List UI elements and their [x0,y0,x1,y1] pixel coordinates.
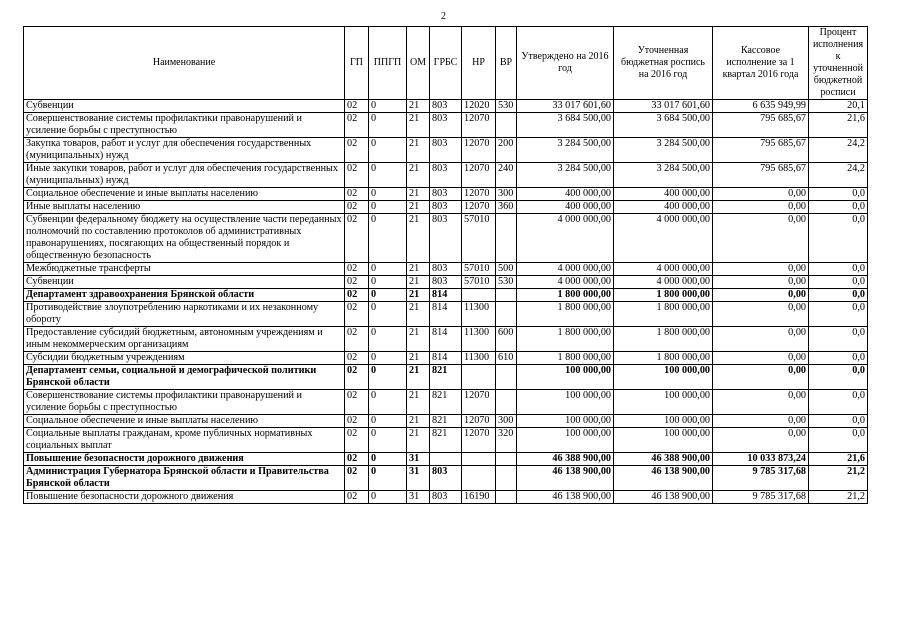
cell-om: 21 [407,100,430,113]
cell-refined: 3 684 500,00 [614,113,713,138]
cell-name: Межбюджетные трансферты [24,263,345,276]
header-row [24,27,868,100]
page-number: 2 [441,11,446,22]
cell-grbs: 803 [430,491,462,504]
cell-om: 21 [407,352,430,365]
header-approved: Утверждено на 2016 год [517,27,614,100]
cell-approved: 400 000,00 [517,201,614,214]
cell-om: 21 [407,188,430,201]
cell-ppgp: 0 [369,289,407,302]
cell-nr: 57010 [462,263,496,276]
table-row [24,289,868,302]
cell-percent: 21,6 [809,113,868,138]
cell-approved: 4 000 000,00 [517,276,614,289]
cell-ppgp: 0 [369,276,407,289]
cell-grbs: 803 [430,466,462,491]
cell-name: Противодействие злоупотреблению наркотиками и их незаконному обороту [24,302,345,327]
cell-vr [496,491,517,504]
cell-refined: 100 000,00 [614,415,713,428]
cell-percent: 0,0 [809,390,868,415]
table-row [24,214,868,263]
cell-ppgp: 0 [369,263,407,276]
cell-refined: 3 284 500,00 [614,138,713,163]
cell-name: Предоставление субсидий бюджетным, автономным учреждениям и иным некоммерческим организациям [24,327,345,352]
cell-cash: 0,00 [713,289,809,302]
cell-vr: 200 [496,138,517,163]
cell-gp: 02 [345,415,369,428]
cell-ppgp: 0 [369,138,407,163]
cell-refined: 400 000,00 [614,188,713,201]
cell-nr: 16190 [462,491,496,504]
table-row [24,352,868,365]
cell-cash: 0,00 [713,201,809,214]
cell-cash: 0,00 [713,302,809,327]
cell-cash: 6 635 949,99 [713,100,809,113]
cell-percent: 0,0 [809,289,868,302]
cell-nr: 57010 [462,214,496,263]
header-cash: Кассовое исполнение за 1 квартал 2016 года [713,27,809,100]
cell-percent: 24,2 [809,163,868,188]
cell-refined: 33 017 601,60 [614,100,713,113]
cell-refined: 100 000,00 [614,428,713,453]
cell-name: Закупка товаров, работ и услуг для обеспечения государственных (муниципальных) нужд [24,138,345,163]
cell-cash: 0,00 [713,415,809,428]
cell-gp: 02 [345,276,369,289]
cell-name: Департамент семьи, социальной и демографической политики Брянской области [24,365,345,390]
cell-vr: 530 [496,276,517,289]
cell-name: Социальные выплаты гражданам, кроме публичных нормативных социальных выплат [24,428,345,453]
cell-gp: 02 [345,302,369,327]
header-om: ОМ [407,27,430,100]
cell-gp: 02 [345,453,369,466]
cell-nr: 12070 [462,163,496,188]
cell-gp: 02 [345,163,369,188]
cell-cash: 0,00 [713,428,809,453]
cell-approved: 100 000,00 [517,428,614,453]
header-gp: ГП [345,27,369,100]
cell-name: Администрация Губернатора Брянской области и Правительства Брянской области [24,466,345,491]
cell-vr [496,289,517,302]
cell-refined: 46 388 900,00 [614,453,713,466]
cell-approved: 100 000,00 [517,390,614,415]
cell-ppgp: 0 [369,302,407,327]
cell-grbs: 821 [430,415,462,428]
cell-name: Иные выплаты населению [24,201,345,214]
cell-om: 21 [407,415,430,428]
cell-grbs: 814 [430,352,462,365]
cell-nr [462,365,496,390]
cell-grbs: 803 [430,138,462,163]
cell-vr: 240 [496,163,517,188]
cell-grbs: 803 [430,113,462,138]
header-percent: Процент исполнения к уточненной бюджетной росписи [809,27,868,100]
cell-approved: 3 284 500,00 [517,163,614,188]
cell-vr [496,390,517,415]
cell-approved: 46 138 900,00 [517,466,614,491]
cell-nr [462,289,496,302]
table-row [24,466,868,491]
cell-approved: 400 000,00 [517,188,614,201]
cell-name: Повышение безопасности дорожного движения [24,491,345,504]
cell-gp: 02 [345,428,369,453]
cell-nr: 12070 [462,188,496,201]
header-nr: НР [462,27,496,100]
cell-om: 21 [407,302,430,327]
cell-gp: 02 [345,365,369,390]
cell-ppgp: 0 [369,466,407,491]
cell-ppgp: 0 [369,100,407,113]
cell-cash: 0,00 [713,327,809,352]
cell-percent: 0,0 [809,428,868,453]
cell-vr: 320 [496,428,517,453]
cell-ppgp: 0 [369,491,407,504]
table-row [24,201,868,214]
cell-gp: 02 [345,201,369,214]
cell-ppgp: 0 [369,113,407,138]
header-name: Наименование [24,27,345,100]
cell-cash: 0,00 [713,188,809,201]
cell-om: 21 [407,390,430,415]
cell-refined: 1 800 000,00 [614,289,713,302]
cell-refined: 46 138 900,00 [614,491,713,504]
cell-refined: 46 138 900,00 [614,466,713,491]
cell-om: 31 [407,466,430,491]
cell-gp: 02 [345,466,369,491]
cell-cash: 0,00 [713,352,809,365]
cell-nr: 12070 [462,138,496,163]
cell-ppgp: 0 [369,428,407,453]
cell-refined: 4 000 000,00 [614,276,713,289]
cell-approved: 1 800 000,00 [517,289,614,302]
cell-refined: 1 800 000,00 [614,302,713,327]
cell-gp: 02 [345,188,369,201]
cell-approved: 1 800 000,00 [517,352,614,365]
cell-name: Социальное обеспечение и иные выплаты населению [24,188,345,201]
cell-name: Совершенствование системы профилактики правонарушений и усиление борьбы с преступностью [24,390,345,415]
cell-nr: 12070 [462,201,496,214]
cell-cash: 795 685,67 [713,138,809,163]
cell-ppgp: 0 [369,188,407,201]
cell-approved: 4 000 000,00 [517,214,614,263]
cell-grbs: 803 [430,276,462,289]
cell-grbs: 803 [430,201,462,214]
cell-approved: 46 138 900,00 [517,491,614,504]
cell-nr: 57010 [462,276,496,289]
header-refined: Уточненная бюджетная роспись на 2016 год [614,27,713,100]
cell-vr [496,113,517,138]
table-body [24,100,868,504]
cell-percent: 0,0 [809,365,868,390]
cell-ppgp: 0 [369,390,407,415]
cell-grbs: 821 [430,365,462,390]
table-row [24,302,868,327]
cell-vr [496,466,517,491]
cell-percent: 21,6 [809,453,868,466]
cell-nr: 11300 [462,302,496,327]
cell-name: Департамент здравоохранения Брянской области [24,289,345,302]
cell-percent: 24,2 [809,138,868,163]
cell-vr [496,214,517,263]
cell-om: 21 [407,276,430,289]
cell-gp: 02 [345,289,369,302]
cell-vr: 500 [496,263,517,276]
cell-cash: 0,00 [713,365,809,390]
cell-ppgp: 0 [369,453,407,466]
cell-nr: 12070 [462,390,496,415]
cell-refined: 1 800 000,00 [614,327,713,352]
table-row [24,138,868,163]
cell-refined: 3 284 500,00 [614,163,713,188]
cell-percent: 0,0 [809,415,868,428]
cell-gp: 02 [345,100,369,113]
table-row [24,390,868,415]
cell-om: 21 [407,113,430,138]
cell-vr [496,453,517,466]
cell-grbs: 803 [430,163,462,188]
cell-percent: 0,0 [809,214,868,263]
cell-cash: 9 785 317,68 [713,466,809,491]
cell-approved: 100 000,00 [517,365,614,390]
cell-refined: 1 800 000,00 [614,352,713,365]
cell-nr: 12070 [462,113,496,138]
cell-gp: 02 [345,327,369,352]
cell-vr: 600 [496,327,517,352]
cell-nr: 12070 [462,415,496,428]
cell-percent: 0,0 [809,302,868,327]
cell-gp: 02 [345,138,369,163]
cell-name: Совершенствование системы профилактики правонарушений и усиление борьбы с преступностью [24,113,345,138]
cell-percent: 0,0 [809,327,868,352]
cell-ppgp: 0 [369,214,407,263]
cell-refined: 4 000 000,00 [614,263,713,276]
cell-nr [462,453,496,466]
cell-gp: 02 [345,113,369,138]
cell-grbs: 803 [430,188,462,201]
cell-name: Иные закупки товаров, работ и услуг для обеспечения государственных (муниципальных) нужд [24,163,345,188]
cell-approved: 3 684 500,00 [517,113,614,138]
cell-om: 21 [407,263,430,276]
table-row [24,263,868,276]
cell-percent: 0,0 [809,201,868,214]
cell-gp: 02 [345,263,369,276]
cell-ppgp: 0 [369,352,407,365]
cell-grbs: 803 [430,214,462,263]
cell-percent: 20,1 [809,100,868,113]
cell-nr: 12020 [462,100,496,113]
cell-cash: 0,00 [713,214,809,263]
cell-nr: 12070 [462,428,496,453]
header-grbs: ГРБС [430,27,462,100]
cell-name: Субвенции [24,276,345,289]
cell-approved: 33 017 601,60 [517,100,614,113]
cell-cash: 0,00 [713,276,809,289]
cell-name: Субвенции [24,100,345,113]
table-row [24,327,868,352]
cell-name: Субсидии бюджетным учреждениям [24,352,345,365]
cell-cash: 0,00 [713,263,809,276]
cell-ppgp: 0 [369,365,407,390]
cell-ppgp: 0 [369,201,407,214]
cell-approved: 4 000 000,00 [517,263,614,276]
cell-approved: 1 800 000,00 [517,302,614,327]
cell-refined: 100 000,00 [614,390,713,415]
cell-om: 21 [407,365,430,390]
budget-table [23,26,868,504]
cell-cash: 9 785 317,68 [713,491,809,504]
cell-om: 31 [407,491,430,504]
cell-gp: 02 [345,390,369,415]
cell-nr: 11300 [462,327,496,352]
cell-om: 31 [407,453,430,466]
table-row [24,188,868,201]
cell-grbs: 821 [430,428,462,453]
cell-cash: 10 033 873,24 [713,453,809,466]
table-row [24,365,868,390]
cell-approved: 100 000,00 [517,415,614,428]
table-row [24,453,868,466]
cell-refined: 4 000 000,00 [614,214,713,263]
cell-grbs: 821 [430,390,462,415]
cell-vr [496,365,517,390]
header-ppgp: ППГП [369,27,407,100]
cell-ppgp: 0 [369,163,407,188]
cell-cash: 795 685,67 [713,163,809,188]
cell-percent: 21,2 [809,466,868,491]
cell-ppgp: 0 [369,415,407,428]
table-row [24,113,868,138]
table-row [24,100,868,113]
cell-vr: 300 [496,188,517,201]
cell-percent: 0,0 [809,263,868,276]
cell-grbs: 814 [430,289,462,302]
cell-cash: 795 685,67 [713,113,809,138]
cell-vr: 530 [496,100,517,113]
cell-om: 21 [407,201,430,214]
cell-vr [496,302,517,327]
cell-gp: 02 [345,491,369,504]
cell-grbs: 814 [430,302,462,327]
cell-name: Субвенции федеральному бюджету на осуществление части переданных полномочий по составлению протоколов об административных правонарушениях, посягающих на общественный порядок и общественную безопасность [24,214,345,263]
cell-name: Повышение безопасности дорожного движения [24,453,345,466]
cell-refined: 100 000,00 [614,365,713,390]
cell-nr: 11300 [462,352,496,365]
cell-om: 21 [407,214,430,263]
header-vr: ВР [496,27,517,100]
table-row [24,276,868,289]
table-row [24,428,868,453]
cell-grbs: 814 [430,327,462,352]
cell-approved: 46 388 900,00 [517,453,614,466]
cell-om: 21 [407,289,430,302]
cell-percent: 0,0 [809,188,868,201]
table-row [24,491,868,504]
cell-name: Социальное обеспечение и иные выплаты населению [24,415,345,428]
cell-om: 21 [407,327,430,352]
cell-cash: 0,00 [713,390,809,415]
cell-vr: 360 [496,201,517,214]
cell-om: 21 [407,138,430,163]
cell-approved: 3 284 500,00 [517,138,614,163]
cell-grbs: 803 [430,100,462,113]
table-row [24,163,868,188]
cell-gp: 02 [345,352,369,365]
cell-refined: 400 000,00 [614,201,713,214]
cell-ppgp: 0 [369,327,407,352]
table-row [24,415,868,428]
cell-vr: 300 [496,415,517,428]
cell-nr [462,466,496,491]
cell-grbs: 803 [430,263,462,276]
cell-percent: 0,0 [809,352,868,365]
cell-vr: 610 [496,352,517,365]
cell-om: 21 [407,428,430,453]
cell-approved: 1 800 000,00 [517,327,614,352]
cell-percent: 21,2 [809,491,868,504]
cell-gp: 02 [345,214,369,263]
cell-grbs [430,453,462,466]
cell-percent: 0,0 [809,276,868,289]
cell-om: 21 [407,163,430,188]
